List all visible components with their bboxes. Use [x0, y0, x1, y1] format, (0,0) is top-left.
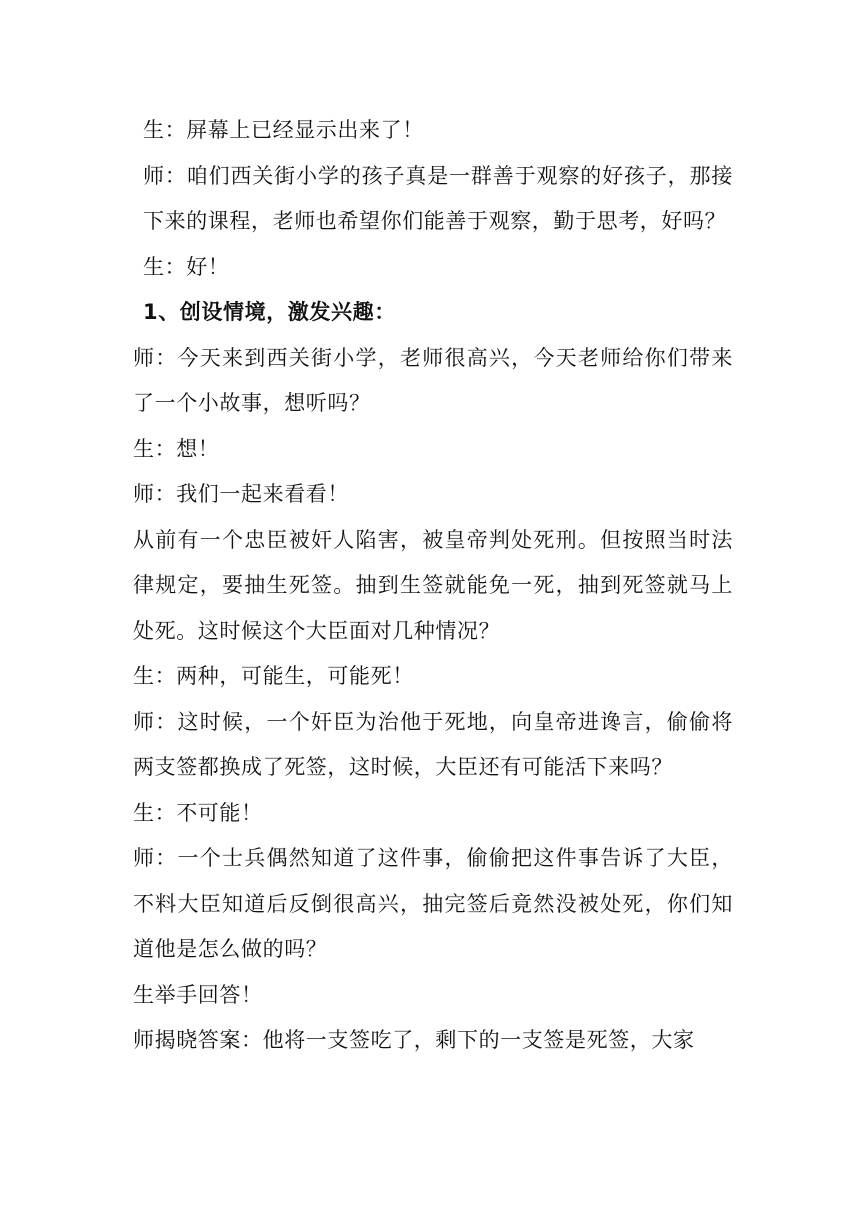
dialogue-student-screen: 生：屏幕上已经显示出来了！ [143, 118, 424, 142]
dialogue-teacher-soldier: 师：一个士兵偶然知道了这件事，偷偷把这件事告诉了大臣，不料大臣知道后反倒很高兴，抽完签后竟然没被处死，你们知道他是怎么做的吗？ [133, 846, 733, 961]
dialogue-student-impossible: 生：不可能！ [133, 800, 263, 825]
dialogue-teacher-swap: 师：这时候，一个奸臣为治他于死地，向皇帝进谗言，偷偷将两支签都换成了死签，这时候，大臣还有可能活下来吗？ [133, 709, 733, 779]
story-paragraph: 从前有一个忠臣被奸人陷害，被皇帝判处死刑。但按照当时法律规定，要抽生死签。抽到生签就能免一死，抽到死签就马上处死。这时候这个大臣面对几种情况？ [133, 527, 733, 643]
dialogue-teacher-praise: 师：咱们西关街小学的孩子真是一群善于观察的好孩子，那接下来的课程，老师也希望你们能善于观察，勤于思考，好吗？ [143, 163, 733, 233]
section-heading: 1、创设情境，激发兴趣： [143, 300, 396, 324]
dialogue-student-want: 生：想！ [133, 436, 220, 461]
dialogue-teacher-story-intro: 师：今天来到西关街小学，老师很高兴，今天老师给你们带来了一个小故事，想听吗？ [133, 345, 733, 415]
dialogue-student-ok: 生：好！ [143, 254, 230, 279]
dialogue-student-two-cases: 生：两种，可能生，可能死！ [133, 664, 414, 688]
dialogue-teacher-watch: 师：我们一起来看看！ [133, 482, 349, 506]
dialogue-teacher-answer: 师揭晓答案：他将一支签吃了，剩下的一支签是死签，大家 [133, 1028, 695, 1052]
document-body [133, 108, 733, 1064]
student-raise-hands: 生举手回答！ [133, 982, 263, 1007]
